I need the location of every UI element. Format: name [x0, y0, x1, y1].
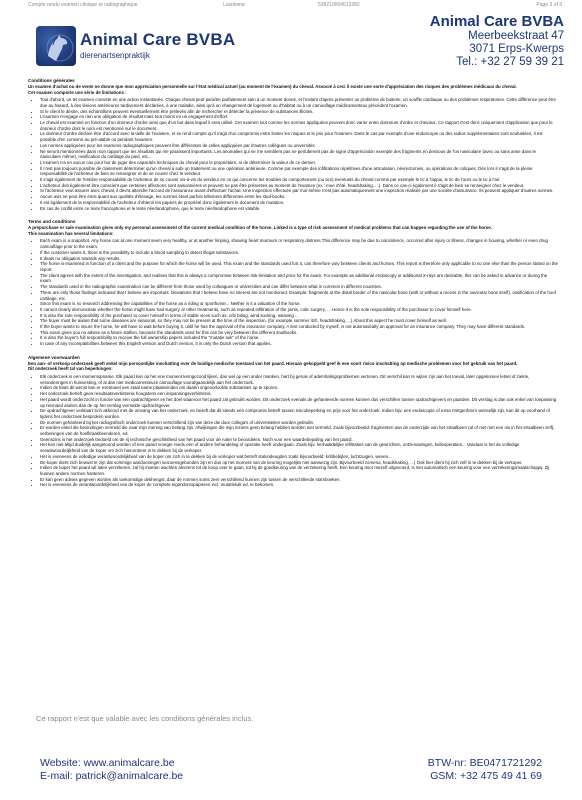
condition-item: • En cas de conflit entre ce texte francophone et le texte néerlandophone, que le texte néerlandophone est valable. [40, 206, 558, 212]
condition-item: • It is also the buyer's full responsibility to receive the full ownership papers included the "mutatie luik" of the horse. [40, 335, 558, 341]
condition-item: • If the buyer wants to insure the horse, he will have to wait before buying it, until he has the approval of the insurance company. A test conducted by myself, is not automatically an approval for an insurance company. They may have different standards. [40, 324, 558, 330]
condition-item: • Since this exam is no research addressing the capabilities of the horse as a riding or sporthorse... Neither is it a valuation of the horse. [40, 301, 558, 307]
condition-item: • Geenszins is het onderzoek bedoeld om de rij technische geschiktheid van het paard voor de ruiter te beoordelen. Noch voor een waardebepaling van het paard. [40, 437, 558, 443]
condition-item: • Si le client le désire, des échantillons peuvent éventuellement être prélevés afin de rechercher et détecter la présence de substances illicites. [40, 109, 558, 115]
validity-note: Ce rapport n'est que valable avec les conditions générales inclus. [36, 714, 254, 723]
print-header-software: Lusoloma [223, 2, 245, 8]
condition-item: • Er worden enkel die bevindingen vermeld die naar mijn mening van belang zijn. Afwijkingen die mijn inziens geen belang hebben worden niet vermeld. Zoals bijvoorbeeld: fragmenten aan de onderzijde van het straalbeen (al of niet met een nis in het straalbeen zelf), verbeningen van de hoefkraakbeenderen, ed. [40, 425, 558, 436]
condition-item: • Het is eveneens de verantwoordelijkheid van de koper de complete eigendomspapieren incl. mutatieluik ed. te bekomen. [40, 482, 558, 488]
logo-subtitle: dierenartsenpraktijk [80, 51, 150, 60]
condition-item: • The horse is examined in function of a client and the purpose for which the horse will be used. This exam and the standards used fort it, can therefore vary between clients and horses. This report is therefore only applicable to no one else than the person stated on the report. [40, 261, 558, 272]
condition-item: • The client agrees with the extent of the investigation, and realises that this is always a compromise between risk-limitation and price for the exam. For example an additional endoscopy or additional X-rays are desirable, this can be asked in advance or during the exam. [40, 273, 558, 284]
condition-item: • There are only those findings indicated that I believe are important. Deviations that I believe have no interest are not mentioned. Example: fragments at the distal border of the navicular bone (with or without a recess in the navicular bone itself), ossification of the hoof cartilage, etc. [40, 290, 558, 301]
condition-item: • De koper dient zich bewust te zijn dat sommige aandoeningen seizoensgebonden zijn en dus op het moment van de keuring mogelijks niet aanwezig zijn. Bijvoorbeeld zomerui, headshaking, ...) Ook hier dient hij zich zelf in te dekken bij de verkoper. [40, 460, 558, 466]
logo-name: Animal Care BVBA [80, 30, 236, 49]
condition-item: • It cannot clearly demonstrate whether the horse might have had surgery or other treatments, such as repeated infiltration of the joints, colic surgery, ... Hence it is the sole responsibility of the purchaser to cover himself here. [40, 307, 558, 313]
letterhead [18, 14, 564, 74]
condition-item: • De opdrachtgever verklaart zich akkoord met de omvang van het onderzoek, en beseft dat dit steeds een compromis betreft tussen risicobeperking en prijs voor het onderzoek. Indien bijv. een endoscopie of extra röntgenfoto's wenselijk zijn, kan dit op voorhand of tijdens het onderzoek besproken worden. [40, 408, 558, 419]
section-title: Algemene voorwaarden [28, 354, 80, 360]
condition-item: • Het kan niet altijd duidelijk aangetoond worden of een paard vroeger reeds een of andere behandeling of operatie heeft ondergaan. Zoals bijv. herhaaldelijke infiltraties van de gewrichten, ontzenuwingen, kolieoperaties... Vandaar is het de volledige verantwoordelijkheid van de koper om zich hieromtrent in te dekken bij de verkoper. [40, 442, 558, 453]
condition-item: • Si l'acheteur veut assurer avec cheval, il devra attendre l'accord de l'assurance avant d'effectuer l'achat. Une inspection effectuée par moi-même n'est pas automatiquement une inspection réalisée par une société d'assurance. Ils peuvent appliquer d'autres normes. [40, 188, 558, 194]
condition-item: • Indien de koper het paard wil laten verzekeren, zal hij moeten wachten alvorens tot de koop over te gaan, tot hij de goedkeuring van de verzekering heeft. Een keuring door mezelf uitgevoerd, is niet automatisch een keuring voor een verzekeringsmaatschappij. Zij kunnen andere normen hanteren. [40, 465, 558, 476]
conditions-content [28, 78, 558, 490]
condition-item: • Elk onderzoek is een momentopname. Elk paard kan op het ene moment kerngezond lijken, dan wel op een ander manken, hart bij geruis of ademhalingsproblemen vertonen. Dit verschil kan te wijten zijn aan het toeval, later opgekomen letsel of ziekte, veranderingen in huisvesting, of al dan niet medicamenteuze camouflage voorafgaandelijk aan het onderzoek. [40, 374, 558, 385]
contact-tel: Tel.: +32 27 59 39 21 [456, 56, 564, 68]
horse-logo-icon [36, 26, 76, 66]
condition-item: • The standards used in the radiographic examination can be different from those used by colleagues or universities and can differ between what is common in different countries. [40, 284, 558, 290]
condition-item: • Le cheval est examiné en fonction d'un donneur d'ordre ainsi que d'un but dans lequel il sera utilisé. Cet examen tout comme les normes appliquées peuvent donc varier entre donneurs d'ordre et chevaux. Ce rapport n'est donc uniquement d'application que pour le donneur d'ordre dont le nom est mentionné sur le document. [40, 120, 558, 131]
condition-item: • Het is eveneens de volledige verantwoordelijkheid van de koper om zich in te dekken bij de verkoper wat betreft stalondeugden zoals bijvoorbeeld: kribbebijten, luchtzuigen, weven... [40, 454, 558, 460]
section-intro: Een aan- of verkoop onderzoek geeft enkel mijn persoonlijke inschatting over de huidige medische toestand van het paard. Hieraan gekoppeld geef ik een soort risico inschatting op medische problemen voor het gebruik van het paard. [28, 360, 518, 366]
condition-item: • Il n'est pas toujours possible de clairement déterminer qu'un cheval a subi un traitement ou une opération antérieure. Comme par exemple des infiltrations répétitives d'une articulation, névrectomies, ou opérations de coliques. Dès lors il s'agit de la pleine responsabilité de l'acheteur de bien se renseigner et de se couvrir chez le vendeur. [40, 166, 558, 177]
condition-item: • De normen gehanteerd bij het radiografisch onderzoek kunnen verschillend zijn van deze die door collega's of universiteiten worden gebruikt. [40, 420, 558, 426]
condition-item: • Aucun avis ne peut être émis quant aux qualités d'élevage, les normes étant parfois tellement différentes entre les stud-books. [40, 194, 558, 200]
logo-text [80, 30, 235, 60]
condition-item: • Het onderzoek betreft geen resultaatsverbintenis hoogstens een inspanningsverbintenis. [40, 391, 558, 397]
contact-company: Animal Care BVBA [429, 13, 564, 30]
print-header [28, 2, 562, 10]
section-intro: Un examen d'achat ou de vente ne donne que mon appréciation personnelle sur l'état médical actuel (au moment de l'examen) du cheval. Associé à ceci il existe une sorte d'appréciation des risques des problèmes médicaux du cheval. [28, 83, 517, 89]
condition-item: • Tout d'abord, un tel examen consiste en une action instantanée. Chaque cheval peut paraître parfaitement sain à un moment donné, et l'instant d'après présenter un problème de boiterie, un souffle cardiaque ou des problèmes respiratoires. Cette différence peut être due au hasard, à des lésions antérieures tardivement déclarées, à une maladie, ainsi qu'à un changement de logement ou d'habitat ou à un camouflage médicamenteux précédent l'examen. [40, 97, 558, 108]
condition-item: • It deals no obligation towards any results. [40, 256, 558, 262]
contact-city: 3071 Erps-Kwerps [469, 43, 564, 55]
print-header-page: Page 3 of 3 [536, 2, 562, 8]
condition-item: • Indien de klant dit wenst kan er eventueel een staal name plaatsvinden om daarin ongeoorloofde substanties op te sporen. [40, 385, 558, 391]
condition-item: • If the customer wants it, there is the possibility to include a blood sampling to detect illegal substances. [40, 250, 558, 256]
footer-btw: BTW-nr: BE0471721292 [427, 757, 542, 769]
section-title: Terms and conditions [28, 219, 76, 225]
section-subtitle: Dit onderzoek heeft tal van beperkingen: [28, 366, 113, 372]
footer-website: Website: www.animalcare.be [40, 757, 175, 769]
condition-item: • L'acheteur doit également être conscient que certaines affections sont saisonnières et peuvent ne pas être présentes au moment de l'examen (ex : mue d'été, headshaking, ...). Dans ce cas-ci également il s'agit de bien se renseigner chez le vendeur. [40, 183, 558, 189]
condition-item: • In case of any incompatibilities between this English version and Dutch version, it is only the Dutch version that applies. [40, 341, 558, 347]
section-subtitle: Cet examen comporte une série de limitations : [28, 89, 127, 95]
condition-item: • Les normes appliquées pour les examens radiographiques peuvent être différentes de celles appliquées par d'autres collègues ou universités. [40, 143, 558, 149]
footer-gsm: GSM: +32 475 49 41 69 [430, 770, 542, 782]
condition-item: • The buyer must be aware that some diseases are seasonal, so they may not be present at the time of the inspection. (for example summer itch, headshaking, ...) About this aspect he must cover himself as well. [40, 318, 558, 324]
print-header-title: Compte rendu examen clinique et radiographique [28, 2, 138, 8]
section-intro: A prepurchase or sale examination gives only my personal assessment of the current medical condition of the horse. Linked is a type of risk assessment of medical problems that can happen regarding the use of the horse. [28, 225, 492, 231]
condition-item: • Il est également de la responsabilité de l'acheteur d'obtenir les papiers de propriété donc également le document de mutation. [40, 200, 558, 206]
condition-item: • Le donneur d'ordre déclare être d'accord avec la taille de l'examen, et se rend compte qu'il s'agit d'un compromis entre limiter les risques et le prix pour l'examen. Dans le cas par exemple d'une endoscopie ou des radios supplémentaires sont souhaitées, il est possible d'en convenir au pré-alable ou pendant l'examen. [40, 131, 558, 142]
condition-item: • This exam gives you no advise as a future stallion, because the standards used for this can be very between the different studbooks. [40, 330, 558, 336]
print-header-doc-id: 528210004513282 [318, 2, 360, 8]
condition-item: • Each exam is a snapshot. Any horse can at one moment seem very healthy, or at another limping, showing heart murmurs or respiratory distress.This difference may be due to coincidence, occurred after injury or illness, changes in housing, whether or even drug camouflage prior to the exam. [40, 238, 558, 249]
condition-item: • Il s'agit également de l'entière responsabilité de l'acheteur de se couvrir vis-à-vis du vendeur en ce qui concerne les troubles du comportement (ou tics) éventuels du cheval comme par exemple le tic à l'appui, le tic de l'ours ou le tic à l'air. [40, 177, 558, 183]
section-en [28, 219, 558, 347]
section-subtitle: This examination has several limitations: [28, 230, 114, 236]
section-title: Conditions générales [28, 78, 75, 83]
condition-item: • Het paard wordt onderzocht in functie van een opdrachtgever en het doel waarvoor het paard zal gebruikt worden. Dit onderzoek evenals de gehanteerde normen kunnen dus verschillen tussen opdrachtgevers en paarden. Dit verslag is dan ook enkel van toepassing op niemand anders dan de op het verslag vermelde opdrachtgever. [40, 397, 558, 408]
condition-item: • L'examen n'a en aucun cas pour but de juger des capacités techniques du cheval pour le propriétaire, ni de déterminer la valeur de ce dernier. [40, 160, 558, 166]
condition-item: • L'examen n'engage en rien une obligation de résultat mais tout moins en un engagement d'effort. [40, 114, 558, 120]
condition-item: • Ne seront mentionnées dans mon rapport que les résultats qui me paraissent importants. Les anomalies qui ne me semblent pas ne pertuberent pas de signe d'appréciation exemple des fragments en dessous de l'os naviculaire (avec ou sans anse dans le naviculaire même), ossification du cartilage du pied, etc... [40, 149, 558, 160]
contact-block [430, 14, 564, 69]
section-list [28, 238, 558, 346]
condition-item: • It is also the sole responsibility of the purchaser to cover himself in terms of stable vices such as: crib biting, wind sucking, weaving ... [40, 313, 558, 319]
condition-item: • Er kan geen advies gegeven worden als toekomstige dekhengst, daar de normen soms zeer verschillend kunnen zijn tussen de verschillende stamboeken. [40, 477, 558, 483]
contact-street: Meerbeekstraat 47 [468, 30, 564, 42]
section-list [28, 374, 558, 488]
section-list [28, 97, 558, 211]
section-nl [28, 355, 558, 488]
section-fr [28, 78, 558, 211]
footer-email: E-mail: patrick@animalcare.be [40, 770, 184, 782]
